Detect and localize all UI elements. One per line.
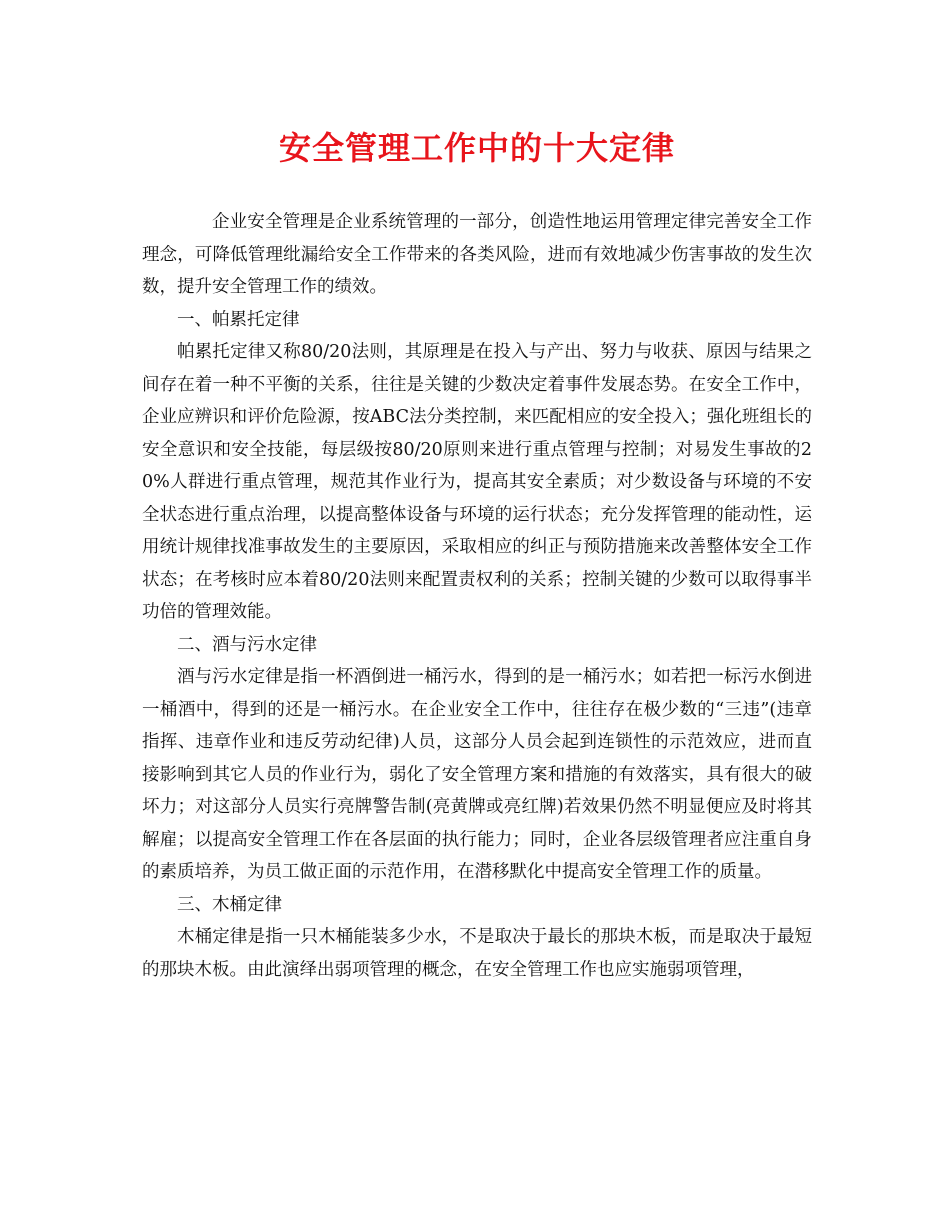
document-title: 安全管理工作中的十大定律 bbox=[278, 129, 675, 167]
section-heading-bucket: 三、木桶定律 bbox=[177, 894, 282, 915]
section-body-pareto: 帕累托定律又称80/20法则，其原理是在投入与产出、努力与收获、原因与结果之间存在着一种不平衡的关系，往往是关键的少数决定着事件发展态势。在安全工作中，企业应辨识和评价危险源，按ABC法分类控制，来匹配相应的安全投入；强化班组长的安全意识和安全技能，每层级按80/20原则来进行重点管理与控制；对易发生事故的20%人群进行重点管理，规范其作业行为，提高其安全素质；对少数设备与环境的不安全状态进行重点治理，以提高整体设备与环境的运行状态；充分发挥管理的能动性，运用统计规律找准事故发生的主要原因，采取相应的纠正与预防措施来改善整体安全工作状态；在考核时应本着80/20法则来配置责权利的关系；控制关键的少数可以取得事半功倍的管理效能。 bbox=[142, 342, 812, 622]
document-page bbox=[142, 120, 812, 986]
intro-paragraph: 企业安全管理是企业系统管理的一部分，创造性地运用管理定律完善安全工作理念，可降低管理纰漏给安全工作带来的各类风险，进而有效地减少伤害事故的发生次数，提升安全管理工作的绩效。 bbox=[142, 212, 812, 297]
section-heading-wine-sewage: 二、酒与污水定律 bbox=[177, 634, 317, 655]
section-heading-pareto: 一、帕累托定律 bbox=[177, 309, 300, 330]
section-body-wine-sewage: 酒与污水定律是指一杯酒倒进一桶污水，得到的是一桶污水；如若把一标污水倒进一桶酒中，得到的还是一桶污水。在企业安全工作中，往往存在极少数的“三违”(违章指挥、违章作业和违反劳动纪律)人员，这部分人员会起到连锁性的示范效应，进而直接影响到其它人员的作业行为，弱化了安全管理方案和措施的有效落实，具有很大的破坏力；对这部分人员实行亮牌警告制(亮黄牌或亮红牌)若效果仍然不明显便应及时将其解雇；以提高安全管理工作在各层面的执行能力；同时，企业各层级管理者应注重自身的素质培养，为员工做正面的示范作用，在潜移默化中提高安全管理工作的质量。 bbox=[142, 667, 812, 882]
section-body-bucket: 木桶定律是指一只木桶能装多少水，不是取决于最长的那块木板，而是取决于最短的那块木板。由此演绎出弱项管理的概念，在安全管理工作也应实施弱项管理， bbox=[142, 927, 812, 980]
